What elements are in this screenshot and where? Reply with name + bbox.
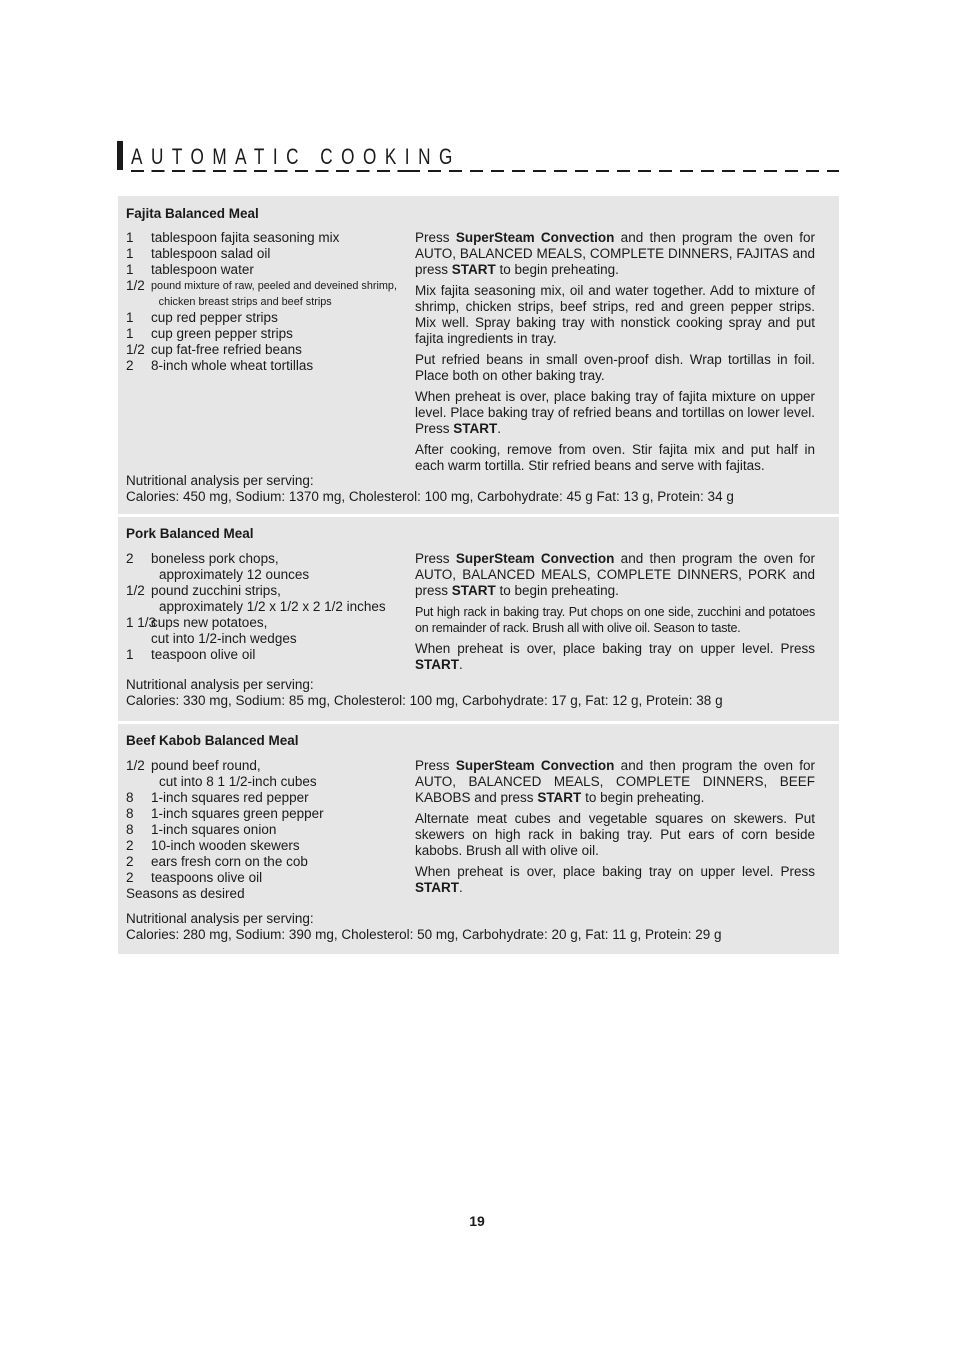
nutrition-values: Calories: 330 mg, Sodium: 85 mg, Cholesterol: 100 mg, Carbohydrate: 17 g, Fat: 12 g, Protein: 38 g: [126, 693, 723, 708]
ingredient-qty: 1: [126, 262, 134, 277]
ingredient-qty: 1: [126, 310, 134, 325]
ingredient-row: [126, 599, 408, 615]
directions: [415, 230, 815, 479]
ingredient-text: cut into 1/2-inch wedges: [151, 631, 297, 646]
ingredient-qty: [126, 294, 151, 310]
ingredient-row: [126, 886, 408, 902]
direction-paragraph: Mix fajita seasoning mix, oil and water together. Add to mixture of shrimp, chicken strips, beef strips, red and green pepper strips. Mix well. Spray baking tray with nonstick cooking spray and put fajita ingredients in tray.: [415, 283, 815, 346]
ingredient-text: Seasons as desired: [126, 886, 245, 901]
ingredient-qty: 1: [126, 647, 134, 662]
emphasis-text: START: [537, 790, 582, 805]
ingredient-row: [126, 631, 408, 647]
nutrition-values: Calories: 450 mg, Sodium: 1370 mg, Cholesterol: 100 mg, Carbohydrate: 45 g Fat: 13 g, Protein: 34 g: [126, 489, 734, 504]
ingredient-list: [126, 551, 408, 663]
ingredient-qty: [126, 631, 151, 647]
ingredient-qty: 1: [126, 326, 134, 341]
ingredient-text: 1-inch squares onion: [151, 822, 277, 837]
meal-panel-fajita: [118, 196, 839, 514]
direction-paragraph: After cooking, remove from oven. Stir fajita mix and put half in each warm tortilla. Stir refried beans and serve with fajitas.: [415, 442, 815, 473]
ingredient-row: [126, 758, 408, 774]
ingredient-row: [126, 294, 408, 310]
emphasis-text: START: [451, 262, 496, 277]
ingredient-qty: 1: [126, 230, 134, 245]
meal-title: Fajita Balanced Meal: [126, 206, 259, 221]
ingredient-list: [126, 758, 408, 902]
emphasis-text: START: [451, 583, 496, 598]
direction-paragraph: When preheat is over, place baking tray on upper level. Press START.: [415, 641, 815, 672]
direction-paragraph: Put refried beans in small oven-proof dish. Wrap tortillas in foil. Place both on other baking tray.: [415, 352, 815, 383]
ingredient-text: 10-inch wooden skewers: [151, 838, 300, 853]
ingredient-row: [126, 246, 408, 262]
nutrition-values: Calories: 280 mg, Sodium: 390 mg, Cholesterol: 50 mg, Carbohydrate: 20 g, Fat: 11 g, Protein: 29 g: [126, 927, 722, 942]
ingredient-qty: 1/2: [126, 278, 145, 293]
emphasis-text: SuperSteam Convection: [455, 758, 615, 773]
ingredient-text: cut into 8 1 1/2-inch cubes: [159, 774, 317, 789]
meal-panel-pork: [118, 517, 839, 721]
ingredient-qty: [126, 774, 151, 790]
ingredient-text: tablespoon salad oil: [151, 246, 271, 261]
ingredient-text: 1-inch squares green pepper: [151, 806, 324, 821]
direction-paragraph: Press SuperSteam Convection and then program the oven for AUTO, BALANCED MEALS, COMPLETE DINNERS, PORK and press START to begin preheating.: [415, 551, 815, 598]
page-title: AUTOMATIC COOKING: [131, 144, 461, 169]
ingredient-row: [126, 551, 408, 567]
ingredient-qty: 2: [126, 551, 134, 566]
ingredient-text: pound mixture of raw, peeled and deveined shrimp,: [151, 280, 397, 292]
ingredient-qty: 8: [126, 790, 134, 805]
ingredient-text: cup green pepper strips: [151, 326, 293, 341]
ingredient-row: [126, 806, 408, 822]
ingredient-row: [126, 838, 408, 854]
ingredient-text: cups new potatoes,: [151, 615, 268, 630]
ingredient-row: [126, 583, 408, 599]
ingredient-text: tablespoon fajita seasoning mix: [151, 230, 340, 245]
ingredient-row: [126, 262, 408, 278]
meal-panel-beef-kabob: [118, 724, 839, 954]
header-dashes: [407, 170, 839, 172]
ingredient-text: chicken breast strips and beef strips: [158, 296, 332, 308]
ingredient-qty: 2: [126, 854, 134, 869]
ingredient-text: tablespoon water: [151, 262, 254, 277]
nutrition-label: Nutritional analysis per serving:: [126, 911, 314, 926]
section-header: [117, 141, 839, 173]
ingredient-row: [126, 310, 408, 326]
ingredient-row: [126, 854, 408, 870]
ingredient-row: [126, 822, 408, 838]
ingredient-qty: 8: [126, 822, 134, 837]
ingredient-qty: 1: [126, 246, 134, 261]
ingredient-row: [126, 647, 408, 663]
ingredient-row: [126, 326, 408, 342]
ingredient-text: cup red pepper strips: [151, 310, 278, 325]
nutrition-label: Nutritional analysis per serving:: [126, 473, 314, 488]
ingredient-row: [126, 358, 408, 374]
ingredient-text: 8-inch whole wheat tortillas: [151, 358, 314, 373]
ingredient-text: 1-inch squares red pepper: [151, 790, 309, 805]
header-bar: [117, 141, 123, 170]
ingredient-row: [126, 567, 408, 583]
ingredient-row: [126, 230, 408, 246]
direction-paragraph: Alternate meat cubes and vegetable squares on skewers. Put skewers on high rack in baking tray. Put ears of corn beside kabobs. Brush all with olive oil.: [415, 811, 815, 858]
title-underline: [131, 170, 407, 172]
meal-title: Beef Kabob Balanced Meal: [126, 733, 299, 748]
meal-title: Pork Balanced Meal: [126, 526, 254, 541]
ingredient-text: teaspoon olive oil: [151, 647, 256, 662]
ingredient-row: [126, 342, 408, 358]
emphasis-text: START: [415, 657, 459, 672]
ingredient-qty: [126, 567, 151, 583]
direction-paragraph: Put high rack in baking tray. Put chops on one side, zucchini and potatoes on remainder of rack. Brush all with olive oil. Season to taste.: [415, 605, 815, 635]
direction-paragraph: When preheat is over, place baking tray on upper level. Press START.: [415, 864, 815, 895]
directions: [415, 758, 815, 901]
direction-paragraph: Press SuperSteam Convection and then program the oven for AUTO, BALANCED MEALS, COMPLETE DINNERS, BEEF KABOBS and press START to begin preheating.: [415, 758, 815, 805]
ingredient-qty: 1 1/3: [126, 615, 157, 630]
page-number: 19: [469, 1213, 485, 1229]
emphasis-text: START: [453, 421, 498, 436]
ingredient-row: [126, 278, 408, 294]
ingredient-qty: 2: [126, 870, 134, 885]
ingredient-row: [126, 774, 408, 790]
ingredient-text: approximately 1/2 x 1/2 x 2 1/2 inches: [159, 599, 386, 614]
ingredient-qty: 8: [126, 806, 134, 821]
direction-paragraph: When preheat is over, place baking tray of fajita mixture on upper level. Place baking tray of refried beans and tortillas on lower level. Press START.: [415, 389, 815, 436]
emphasis-text: SuperSteam Convection: [455, 230, 615, 245]
emphasis-text: START: [415, 880, 459, 895]
ingredient-qty: 2: [126, 838, 134, 853]
nutrition-label: Nutritional analysis per serving:: [126, 677, 314, 692]
directions: [415, 551, 815, 678]
ingredient-qty: 1/2: [126, 583, 145, 598]
ingredient-qty: 2: [126, 358, 134, 373]
ingredient-text: approximately 12 ounces: [159, 567, 310, 582]
ingredient-text: cup fat-free refried beans: [151, 342, 302, 357]
ingredient-list: [126, 230, 408, 374]
ingredient-text: ears fresh corn on the cob: [151, 854, 308, 869]
ingredient-row: [126, 870, 408, 886]
emphasis-text: SuperSteam Convection: [455, 551, 615, 566]
ingredient-text: teaspoons olive oil: [151, 870, 263, 885]
ingredient-text: boneless pork chops,: [151, 551, 279, 566]
ingredient-row: [126, 615, 408, 631]
ingredient-text: pound zucchini strips,: [151, 583, 281, 598]
ingredient-qty: 1/2: [126, 758, 145, 773]
ingredient-qty: [126, 599, 151, 615]
ingredient-qty: 1/2: [126, 342, 145, 357]
ingredient-row: [126, 790, 408, 806]
ingredient-text: pound beef round,: [151, 758, 261, 773]
direction-paragraph: Press SuperSteam Convection and then program the oven for AUTO, BALANCED MEALS, COMPLETE DINNERS, FAJITAS and press START to begin preheating.: [415, 230, 815, 277]
